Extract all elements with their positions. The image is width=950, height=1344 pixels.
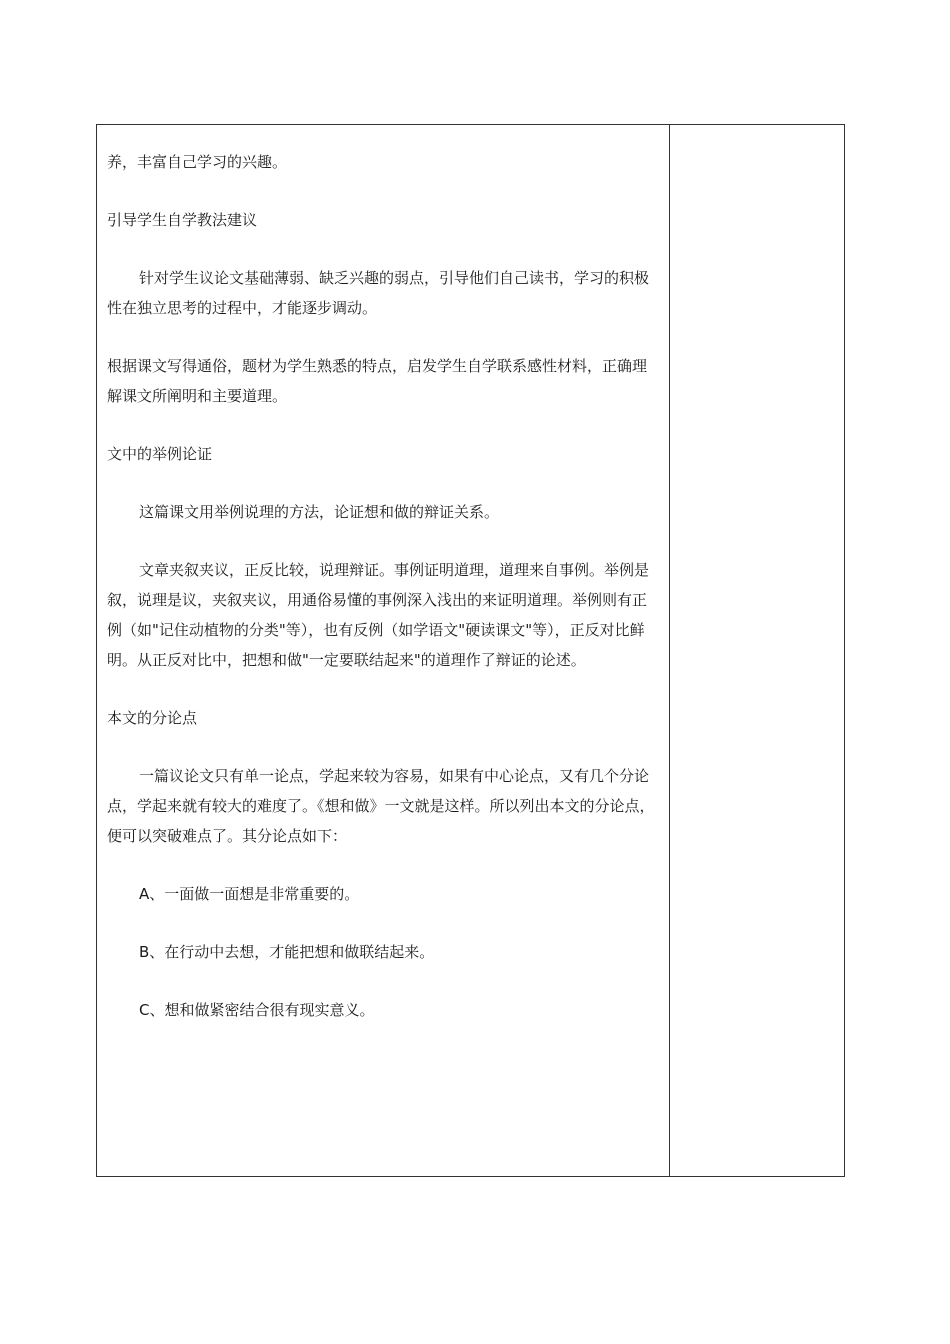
lesson-table [96,124,845,1177]
heading-sub-arguments: 本文的分论点 [107,709,198,727]
list-item-c: C、想和做紧密结合很有现实意义。 [139,1001,375,1019]
content-cell [97,125,670,1176]
paragraph-intro-end: 养，丰富自己学习的兴趣。 [107,153,288,171]
paragraph-narrative-argument: 文章夹叙夹议，正反比较，说理辩证。事例证明道理，道理来自事例。举例是叙，说理是议，夹叙夹议，用通俗易懂的事例深入浅出的来证明道理。举例则有正例（如"记住动植物的分类"等），也有反例（如学语文"硬读课文"等），正反对比鲜明。从正反对比中，把想和做"一定要联结起来"的道理作了辩证的论述。 [107,561,650,669]
paragraph-perceptual-materials: 根据课文写得通俗，题材为学生熟悉的特点，启发学生自学联系感性材料，正确理解课文所阐明和主要道理。 [107,357,648,405]
paragraph-sub-arguments-intro: 一篇议论文只有单一论点，学起来较为容易，如果有中心论点，又有几个分论点，学起来就有较大的难度了。《想和做》一文就是这样。所以列出本文的分论点，便可以突破难点了。其分论点如下： [107,767,655,845]
paragraph-example-method: 这篇课文用举例说理的方法，论证想和做的辩证关系。 [139,503,500,521]
heading-self-study-suggestions: 引导学生自学教法建议 [107,211,258,229]
list-item-b: B、在行动中去想，才能把想和做联结起来。 [139,943,435,961]
notes-cell [670,125,844,1176]
heading-example-argument: 文中的举例论证 [107,445,213,463]
list-item-a: A、一面做一面想是非常重要的。 [139,885,360,903]
paragraph-guide-reading: 针对学生议论文基础薄弱、缺乏兴趣的弱点，引导他们自己读书，学习的积极性在独立思考的过程中，才能逐步调动。 [107,269,650,317]
